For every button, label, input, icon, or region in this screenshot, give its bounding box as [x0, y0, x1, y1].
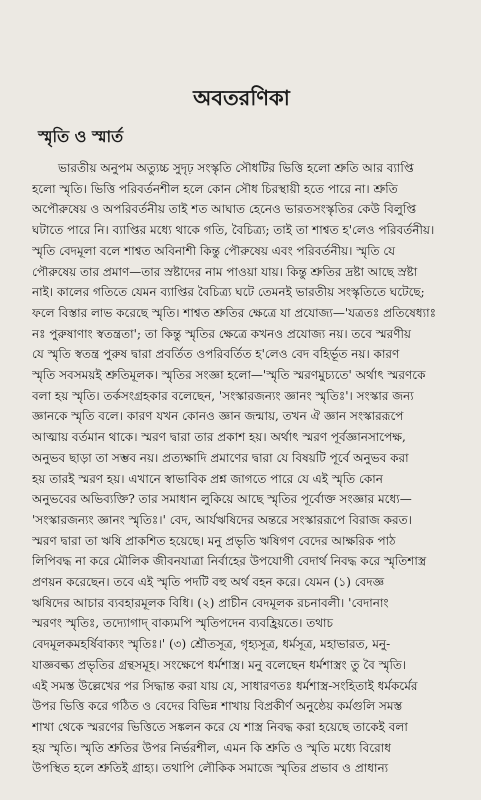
text-line: আত্মায় বর্তমান থাকে। স্মরণ দ্বারা তার প্রকাশ হয়। অর্থাৎ স্মরণ পূর্বজ্ঞানসাপেক্ষ, [32, 430, 406, 445]
text-line: উপস্থিত হলে শ্রুতিই গ্রাহ্য। তথাপি লৌকিক সমাজে স্মৃতির প্রভাব ও প্রাধান্য [32, 761, 389, 776]
text-line: হয় তারই স্মরণ হয়। এখানে স্বাভাবিক প্রশ্ন জাগতে পারে যে এই স্মৃতি কোন [32, 471, 383, 486]
text-line: লিপিবদ্ধ না করে মৌলিক জীবনযাত্রা নির্বাহের উপযোগী বেদার্থ নিবদ্ধ করে স্মৃতিশাস্ত্র [32, 554, 427, 569]
text-line: হয় স্মৃতি। স্মৃতি শ্রুতির উপর নির্ভরশীল, এমন কি শ্রুতি ও স্মৃতি মধ্যে বিরোধ [32, 740, 391, 755]
text-line: উপর ভিত্তি করে গঠিত ও বেদের বিভিন্ন শাখায় বিপ্রকীর্ণ অনুষ্ঠেয় কর্মগুলি সমস্ত [32, 699, 403, 714]
text-line: জ্ঞানকে স্মৃতি বলে। কারণ যখন কোনও জ্ঞান জন্মায়, তখন ঐ জ্ঞান সংস্কাররূপে [32, 409, 404, 424]
text-line: যাজ্ঞবল্ক্য প্রভৃতির গ্রন্থসমূহ। সংক্ষেপে ধর্মশাস্ত্র। মনু বলেছেন ধর্মশাস্ত্রং তু বৈ স্মৃতি। [32, 657, 407, 672]
text-line: স্মৃতি বেদমূলা বলে শাশ্বত অবিনাশী কিন্তু পৌরুষেয় এবং পরিবর্তনীয়। স্মৃতি যে [32, 243, 396, 258]
text-line: স্মরণং স্মৃতিঃ, তদ্যোগাদ্ বাক্যমপি স্মৃতিপদেন ব্যবহ্রিয়তে। তথাচ [32, 616, 333, 631]
text-line: স্মরণ দ্বারা তা ঋষি প্রাকশিত হয়েছে। মনু প্রভৃতি ঋষিগণ বেদের আক্ষরিক পাঠ [32, 533, 396, 548]
text-line: এই সমস্ত উল্লেখের পর সিদ্ধান্ত করা যায় যে, সাধারণতঃ ধর্মশাস্ত্র-সংহিতাই ধর্মকর্মের [32, 678, 418, 693]
text-line: অনুভব ছাড়া তা সম্ভব নয়। প্রত্যক্ষাদি প্রমাণের দ্বারা যে বিষয়টি পূর্বে অনুভব করা [32, 450, 409, 465]
body-paragraph [32, 158, 451, 779]
chapter-title: অবতরণিকা [193, 85, 290, 110]
text-line: ঋষিদের আচার ব্যবহারমূলক বিধি। (২) প্রাচীন বেদমূলক রচনাবলী। 'বেদানাং [32, 595, 389, 610]
text-line: পৌরুষেয় তার প্রমাণ—তার স্রষ্টাদের নাম পাওয়া যায়। কিন্তু শ্রুতির দ্রষ্টা আছে স্রষ্টা [32, 264, 418, 279]
text-line: 'সংস্কারজন্যং জ্ঞানং স্মৃতিঃ।' বেদ, আর্যঋষিদের অন্তরে সংস্কাররূপে বিরাজ করত। [32, 512, 412, 527]
text-line: অপৌরুষেয় ও অপরিবর্তনীয় তাই শত আঘাত হেনেও ভারতসংস্কৃতির কেউ বিলুপ্তি [32, 202, 417, 217]
text-line: শাখা থেকে স্মরণের ভিত্তিতে সঙ্কলন করে যে শাস্ত্র নিবদ্ধ করা হয়েছে তাকেই বলা [32, 719, 408, 734]
text-line: ভারতীয় অনুপম অত্যুচ্চ সুদৃঢ় সংস্কৃতি সৌধটির ভিত্তি হলো শ্রুতি আর ব্যাপ্তি [58, 161, 414, 175]
text-line: যে স্মৃতি স্বতন্ত্র পুরুষ দ্বারা প্রবর্তিত ওপরিবর্তিত হ'লেও বেদ বহির্ভূত নয়। কারণ [32, 347, 400, 362]
text-line: বলা হয় স্মৃতি। তর্কসংগ্রহকার বলেছেন, 'সংস্কারজন্যং জ্ঞানং স্মৃতিঃ'। সংস্কার জন্য [32, 388, 414, 403]
text-line: প্রণয়ন করেছেন। তবে এই স্মৃতি পদটি বহু অর্থ বহন করে। যেমন (১) বেদজ্ঞ [32, 575, 385, 590]
text-line: অনুভবের অভিব্যক্তি? তার সমাধান লুকিয়ে আছে স্মৃতির পূর্বোক্ত সংজ্ঞার মধ্যে— [32, 492, 412, 507]
text-line: নাই। কালের গতিতে যেমন ব্যাপ্তির বৈচিত্র্য ঘটে তেমনই ভারতীয় সংস্কৃতিতে ঘটেছে; [32, 285, 425, 300]
text-line: হলো স্মৃতি। ভিত্তি পরিবর্তনশীল হলে কোন সৌধ চিরস্থায়ী হতে পারে না। শ্রুতি [32, 181, 398, 196]
text-line: বেদমূলকমহর্ষিবাক্যং স্মৃতিঃ।' (৩) শ্রৌতসূত্র, গৃহ্যসূত্র, ধর্মসূত্র, মহাভারত, মনু- [32, 637, 391, 652]
section-heading: স্মৃতি ও স্মার্ত [38, 127, 124, 146]
text-line: নঃ পুরুষাণাং স্বতন্ত্রতা'; তা কিন্তু স্মৃতির ক্ষেত্রে কখনও প্রযোজ্য নয়। তবে স্মরণীয় [32, 326, 411, 341]
text-line: ফলে বিস্তার লাভ করেছে স্মৃতি। শাশ্বত শ্রুতির ক্ষেত্রে যা প্রযোজ্য—'যত্রতঃ প্রতিষেধ্যাঃ [32, 305, 436, 320]
text-line: ঘটাতে পারে নি। ব্যাপ্তির মধ্যে থাকে গতি, বৈচিত্র্য; তাই তা শাশ্বত হ'লেও পরিবর্তনীয়। [32, 223, 435, 238]
text-line: স্মৃতি সবসময়ই শ্রুতিমূলক। স্মৃতির সংজ্ঞা হলো—'স্মৃতি স্মরণমুচ্যতে' অর্থাৎ স্মরণকে [32, 368, 426, 383]
